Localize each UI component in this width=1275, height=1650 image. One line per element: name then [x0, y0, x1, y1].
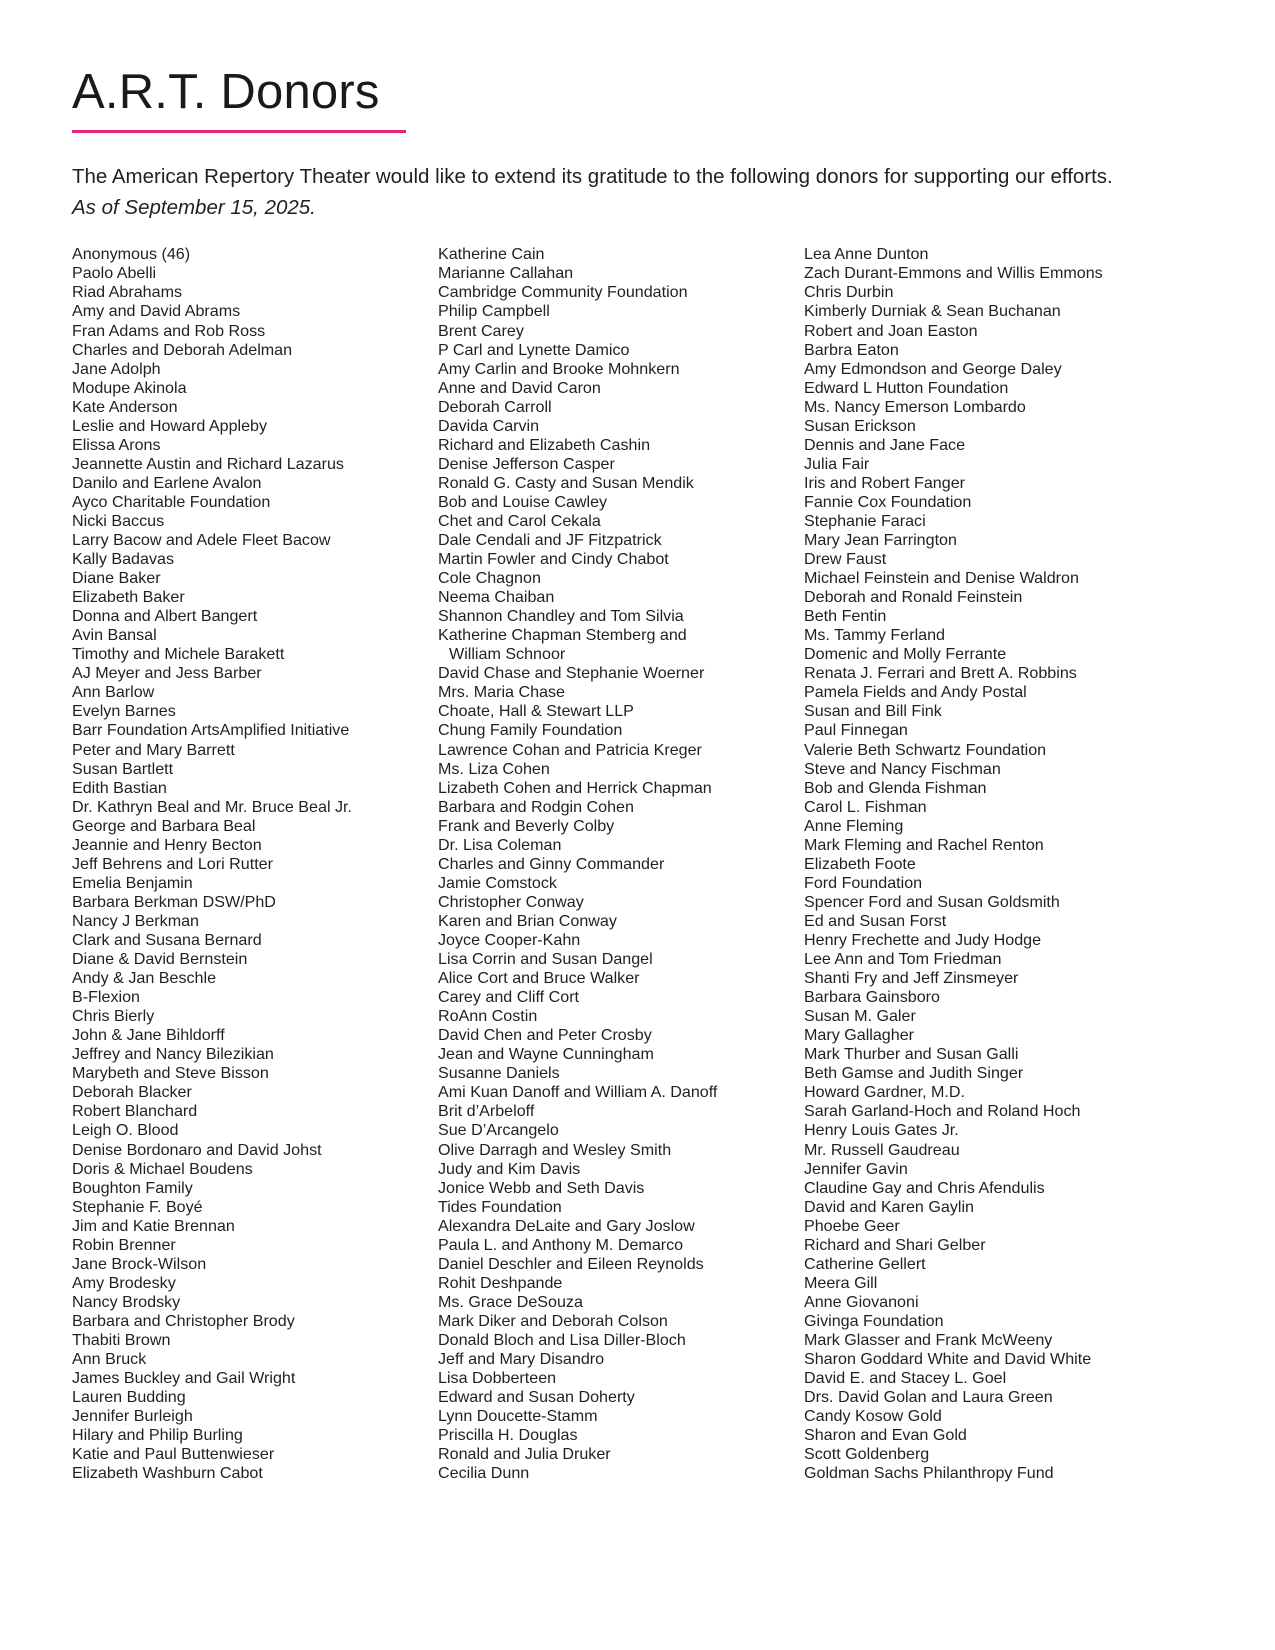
donor-name: Sharon and Evan Gold — [804, 1426, 967, 1445]
donor-column-1 — [72, 245, 438, 1483]
donor-name: Christopher Conway — [438, 892, 584, 911]
page-header — [0, 0, 1275, 133]
donor-name: Martin Fowler and Cindy Chabot — [438, 550, 669, 569]
donor-name: Anne Fleming — [804, 816, 904, 835]
donor-name: Henry Frechette and Judy Hodge — [804, 931, 1042, 949]
donor-name: Mary Gallagher — [804, 1026, 915, 1045]
donor-name: Lawrence Cohan and Patricia Kreger — [438, 740, 702, 759]
title-underline-rule — [72, 130, 406, 133]
donor-name: Jane Adolph — [72, 359, 161, 378]
donor-name: Amy Edmondson and George Daley — [804, 359, 1062, 378]
donor-name: Dennis and Jane Face — [804, 435, 966, 454]
donor-name: Stephanie Faraci — [804, 511, 926, 530]
donor-name: Dr. Lisa Coleman — [438, 835, 562, 854]
donor-name: Susan Erickson — [804, 416, 916, 435]
donor-name: Robert and Joan Easton — [804, 321, 978, 340]
donor-name: Henry Louis Gates Jr. — [804, 1121, 959, 1140]
donor-name: Ann Bruck — [72, 1350, 147, 1369]
donor-name: David Chen and Peter Crosby — [438, 1026, 652, 1045]
donor-name: Jim and Katie Brennan — [72, 1216, 235, 1235]
donor-name: Steve and Nancy Fischman — [804, 759, 1001, 778]
donor-name: Valerie Beth Schwartz Foundation — [804, 740, 1047, 759]
donor-name: Hilary and Philip Burling — [72, 1426, 243, 1445]
donor-name: Sarah Garland-Hoch and Roland Hoch — [804, 1102, 1081, 1121]
donor-name: Rohit Deshpande — [438, 1273, 563, 1292]
donor-name: Goldman Sachs Philanthropy Fund — [804, 1464, 1054, 1483]
donor-name: Lynn Doucette-Stamm — [438, 1407, 598, 1426]
donor-name: Phoebe Geer — [804, 1216, 900, 1235]
donor-name: Alexandra DeLaite and Gary Joslow — [438, 1216, 695, 1235]
donor-name: Emelia Benjamin — [72, 873, 193, 892]
donor-name: Pamela Fields and Andy Postal — [804, 683, 1027, 702]
donor-name: Barbara and Rodgin Cohen — [438, 797, 634, 816]
donor-name: Paolo Abelli — [72, 264, 157, 283]
donor-name: Joyce Cooper-Kahn — [438, 931, 581, 949]
donor-name: Susan M. Galer — [804, 1007, 916, 1026]
donor-name: Jeannette Austin and Richard Lazarus — [72, 454, 344, 473]
donor-name: Mark Glasser and Frank McWeeny — [804, 1330, 1053, 1349]
donor-name: Thabiti Brown — [72, 1330, 171, 1349]
donor-name: Anonymous (46) — [72, 245, 191, 264]
donor-name: Amy Brodesky — [72, 1273, 176, 1292]
donor-name: Chet and Carol Cekala — [438, 511, 601, 530]
donor-name: Edward L Hutton Foundation — [804, 378, 1009, 397]
donor-name: Philip Campbell — [438, 302, 550, 321]
donor-name: Jennifer Gavin — [804, 1159, 908, 1178]
donor-name: Ronald G. Casty and Susan Mendik — [438, 473, 694, 492]
donor-name: Dale Cendali and JF Fitzpatrick — [438, 531, 662, 550]
donor-name: Ann Barlow — [72, 683, 155, 702]
donor-name: Ayco Charitable Foundation — [72, 492, 271, 511]
donor-column-2 — [438, 245, 804, 1483]
donor-name: Jeannie and Henry Becton — [72, 835, 262, 854]
donor-column-3 — [804, 245, 1204, 1483]
donor-name: Ms. Grace DeSouza — [438, 1292, 583, 1311]
donor-name: Cole Chagnon — [438, 569, 541, 588]
donor-name: Howard Gardner, M.D. — [804, 1083, 965, 1102]
donor-name: Brent Carey — [438, 321, 524, 340]
donor-name: Beth Fentin — [804, 607, 887, 626]
donor-name: Scott Goldenberg — [804, 1445, 930, 1464]
donor-name: Ms. Nancy Emerson Lombardo — [804, 397, 1026, 416]
donor-name: Robert Blanchard — [72, 1102, 198, 1121]
donor-name: Richard and Shari Gelber — [804, 1235, 986, 1254]
donor-name: Peter and Mary Barrett — [72, 740, 235, 759]
donor-name: Diane Baker — [72, 569, 161, 588]
donor-name: RoAnn Costin — [438, 1007, 538, 1026]
donor-name: Bob and Louise Cawley — [438, 492, 608, 511]
donor-name: Andy & Jan Beschle — [72, 969, 217, 988]
donor-name: David Chase and Stephanie Woerner — [438, 664, 705, 683]
donor-name: David and Karen Gaylin — [804, 1197, 974, 1216]
donor-name: Boughton Family — [72, 1178, 193, 1197]
donor-name: Tides Foundation — [438, 1197, 562, 1216]
donor-name: Brit d’Arbeloff — [438, 1102, 535, 1121]
donor-name: Chris Bierly — [72, 1007, 155, 1026]
donor-name: Barbara and Christopher Brody — [72, 1311, 295, 1330]
donor-name: Clark and Susana Bernard — [72, 931, 262, 949]
donor-name: Ms. Tammy Ferland — [804, 626, 946, 645]
donor-name: Avin Bansal — [72, 626, 157, 645]
donor-name: Stephanie F. Boyé — [72, 1197, 203, 1216]
donor-name: Denise Bordonaro and David Johst — [72, 1140, 322, 1159]
donor-name: Jennifer Burleigh — [72, 1407, 193, 1426]
donor-name: Choate, Hall & Stewart LLP — [438, 702, 634, 721]
donor-name: Shanti Fry and Jeff Zinsmeyer — [804, 969, 1019, 988]
donor-name: Denise Jefferson Casper — [438, 454, 615, 473]
donor-name: David E. and Stacey L. Goel — [804, 1369, 1007, 1388]
donor-name: Mark Thurber and Susan Galli — [804, 1045, 1019, 1064]
donor-name: P Carl and Lynette Damico — [438, 340, 630, 359]
donor-name: Evelyn Barnes — [72, 702, 176, 721]
donor-name: Mary Jean Farrington — [804, 531, 957, 550]
donor-name: Ronald and Julia Druker — [438, 1445, 611, 1464]
donor-name: Danilo and Earlene Avalon — [72, 473, 262, 492]
donor-name: Leigh O. Blood — [72, 1121, 179, 1140]
donor-name: Meera Gill — [804, 1273, 878, 1292]
donor-name: Donald Bloch and Lisa Diller-Bloch — [438, 1330, 686, 1349]
donor-name: Zach Durant-Emmons and Willis Emmons — [804, 264, 1103, 283]
donor-name: Lisa Dobberteen — [438, 1369, 557, 1388]
page-title: A.R.T. Donors — [72, 65, 380, 119]
donor-name: Diane & David Bernstein — [72, 950, 248, 969]
donor-name: Chris Durbin — [804, 283, 894, 302]
donor-name: Givinga Foundation — [804, 1311, 944, 1330]
donor-name: Kally Badavas — [72, 550, 174, 569]
donor-name: Charles and Ginny Commander — [438, 854, 665, 873]
donor-name: Ms. Liza Cohen — [438, 759, 550, 778]
donor-name: Lee Ann and Tom Friedman — [804, 950, 1002, 969]
donor-name: Mr. Russell Gaudreau — [804, 1140, 960, 1159]
donor-name: Anne and David Caron — [438, 378, 601, 397]
donor-name: Nancy J Berkman — [72, 911, 200, 930]
donor-name: Jeff and Mary Disandro — [438, 1350, 605, 1369]
donor-name: Bob and Glenda Fishman — [804, 778, 987, 797]
donor-name: Jeff Behrens and Lori Rutter — [72, 854, 273, 873]
donor-name: Kate Anderson — [72, 397, 178, 416]
donor-name: AJ Meyer and Jess Barber — [72, 664, 262, 683]
donor-name: Paul Finnegan — [804, 721, 908, 740]
donor-name: Edward and Susan Doherty — [438, 1388, 635, 1407]
donor-name: Ami Kuan Danoff and William A. Danoff — [438, 1083, 718, 1102]
donor-name: Barbara Gainsboro — [804, 988, 940, 1007]
donor-name: Elizabeth Baker — [72, 588, 185, 607]
donor-name: Olive Darragh and Wesley Smith — [438, 1140, 672, 1159]
donor-name: Katie and Paul Buttenwieser — [72, 1445, 275, 1464]
donor-name: Susan and Bill Fink — [804, 702, 942, 721]
donor-name: Sue D’Arcangelo — [438, 1121, 559, 1140]
donor-name: B-Flexion — [72, 988, 140, 1007]
donor-name: Neema Chaiban — [438, 588, 555, 607]
donor-name: Katherine Chapman Stemberg and — [438, 626, 687, 645]
donor-name: Beth Gamse and Judith Singer — [804, 1064, 1024, 1083]
donor-name: Edith Bastian — [72, 778, 167, 797]
donor-columns — [0, 223, 1275, 1483]
donor-name: Domenic and Molly Ferrante — [804, 645, 1007, 664]
donor-name: Spencer Ford and Susan Goldsmith — [804, 892, 1060, 911]
donor-name: Candy Kosow Gold — [804, 1407, 942, 1426]
donor-name: Alice Cort and Bruce Walker — [438, 969, 640, 988]
donor-name: Deborah Carroll — [438, 397, 552, 416]
donor-name: Daniel Deschler and Eileen Reynolds — [438, 1254, 704, 1273]
donor-name: Donna and Albert Bangert — [72, 607, 258, 626]
donor-name: Carey and Cliff Cort — [438, 988, 580, 1007]
donor-name: Charles and Deborah Adelman — [72, 340, 293, 359]
intro-paragraph — [0, 161, 1194, 223]
donor-name: Larry Bacow and Adele Fleet Bacow — [72, 531, 331, 550]
donor-name: John & Jane Bihldorff — [72, 1026, 225, 1045]
donor-name: Mark Diker and Deborah Colson — [438, 1311, 668, 1330]
donor-name: Chung Family Foundation — [438, 721, 623, 740]
donor-name: Drs. David Golan and Laura Green — [804, 1388, 1053, 1407]
donor-name: Ford Foundation — [804, 873, 923, 892]
donor-name: Fran Adams and Rob Ross — [72, 321, 266, 340]
donor-name: Lauren Budding — [72, 1388, 186, 1407]
donor-name: Jane Brock-Wilson — [72, 1254, 207, 1273]
donor-name: Paula L. and Anthony M. Demarco — [438, 1235, 684, 1254]
donor-name: Cambridge Community Foundation — [438, 283, 688, 302]
donor-name: Susanne Daniels — [438, 1064, 560, 1083]
donor-name: Jeffrey and Nancy Bilezikian — [72, 1045, 274, 1064]
donor-name: Michael Feinstein and Denise Waldron — [804, 569, 1079, 588]
donor-name: Riad Abrahams — [72, 283, 183, 302]
donor-name: Karen and Brian Conway — [438, 911, 617, 930]
donor-name: Renata J. Ferrari and Brett A. Robbins — [804, 664, 1077, 683]
donor-name: Barbara Berkman DSW/PhD — [72, 892, 276, 911]
donor-name: Jamie Comstock — [438, 873, 557, 892]
donor-name: Carol L. Fishman — [804, 797, 927, 816]
donor-name: Davida Carvin — [438, 416, 540, 435]
donor-name: Elizabeth Foote — [804, 854, 916, 873]
donor-name: Frank and Beverly Colby — [438, 816, 615, 835]
donor-name: Elissa Arons — [72, 435, 161, 454]
donor-name: Lizabeth Cohen and Herrick Chapman — [438, 778, 712, 797]
donor-name: Dr. Kathryn Beal and Mr. Bruce Beal Jr. — [72, 797, 352, 816]
donor-name: James Buckley and Gail Wright — [72, 1369, 296, 1388]
donor-name: Drew Faust — [804, 550, 887, 569]
donor-name: William Schnoor — [449, 645, 566, 664]
donor-name: Marianne Callahan — [438, 264, 574, 283]
intro-as-of-date: As of September 15, 2025. — [72, 196, 316, 220]
donor-name: Jonice Webb and Seth Davis — [438, 1178, 645, 1197]
donor-name: Marybeth and Steve Bisson — [72, 1064, 269, 1083]
donor-name: Claudine Gay and Chris Afendulis — [804, 1178, 1045, 1197]
donor-name: Elizabeth Washburn Cabot — [72, 1464, 263, 1483]
donor-name: Fannie Cox Foundation — [804, 492, 972, 511]
donor-name: Richard and Elizabeth Cashin — [438, 435, 651, 454]
donor-name: Jean and Wayne Cunningham — [438, 1045, 654, 1064]
donor-name: Katherine Cain — [438, 245, 545, 264]
intro-text: The American Repertory Theater would like to extend its gratitude to the following donors for supporting our efforts. — [72, 165, 1113, 188]
donor-name: Amy and David Abrams — [72, 302, 241, 321]
donor-name: Ed and Susan Forst — [804, 911, 947, 930]
donor-name: Timothy and Michele Barakett — [72, 645, 285, 664]
donor-name: George and Barbara Beal — [72, 816, 256, 835]
donor-name: Sharon Goddard White and David White — [804, 1350, 1092, 1369]
donor-name: Nicki Baccus — [72, 511, 165, 530]
donor-name: Cecilia Dunn — [438, 1464, 530, 1483]
donor-name: Kimberly Durniak & Sean Buchanan — [804, 302, 1061, 321]
donor-name: Mrs. Maria Chase — [438, 683, 565, 702]
donor-name: Nancy Brodsky — [72, 1292, 181, 1311]
donor-name: Lea Anne Dunton — [804, 245, 929, 264]
donor-name: Modupe Akinola — [72, 378, 187, 397]
donor-name: Anne Giovanoni — [804, 1292, 919, 1311]
donor-name: Deborah Blacker — [72, 1083, 192, 1102]
donor-name: Doris & Michael Boudens — [72, 1159, 253, 1178]
donor-name: Judy and Kim Davis — [438, 1159, 581, 1178]
donor-name: Lisa Corrin and Susan Dangel — [438, 950, 653, 969]
donor-name: Leslie and Howard Appleby — [72, 416, 268, 435]
donor-name: Shannon Chandley and Tom Silvia — [438, 607, 684, 626]
donor-name: Amy Carlin and Brooke Mohnkern — [438, 359, 680, 378]
donor-name: Catherine Gellert — [804, 1254, 926, 1273]
donor-name: Robin Brenner — [72, 1235, 176, 1254]
donor-name: Mark Fleming and Rachel Renton — [804, 835, 1044, 854]
donor-name: Julia Fair — [804, 454, 870, 473]
donor-name: Priscilla H. Douglas — [438, 1426, 578, 1445]
donor-name: Iris and Robert Fanger — [804, 473, 966, 492]
donor-name: Deborah and Ronald Feinstein — [804, 588, 1023, 607]
donor-name: Barr Foundation ArtsAmplified Initiative — [72, 721, 350, 740]
donor-name: Barbra Eaton — [804, 340, 899, 359]
donor-name: Susan Bartlett — [72, 759, 174, 778]
